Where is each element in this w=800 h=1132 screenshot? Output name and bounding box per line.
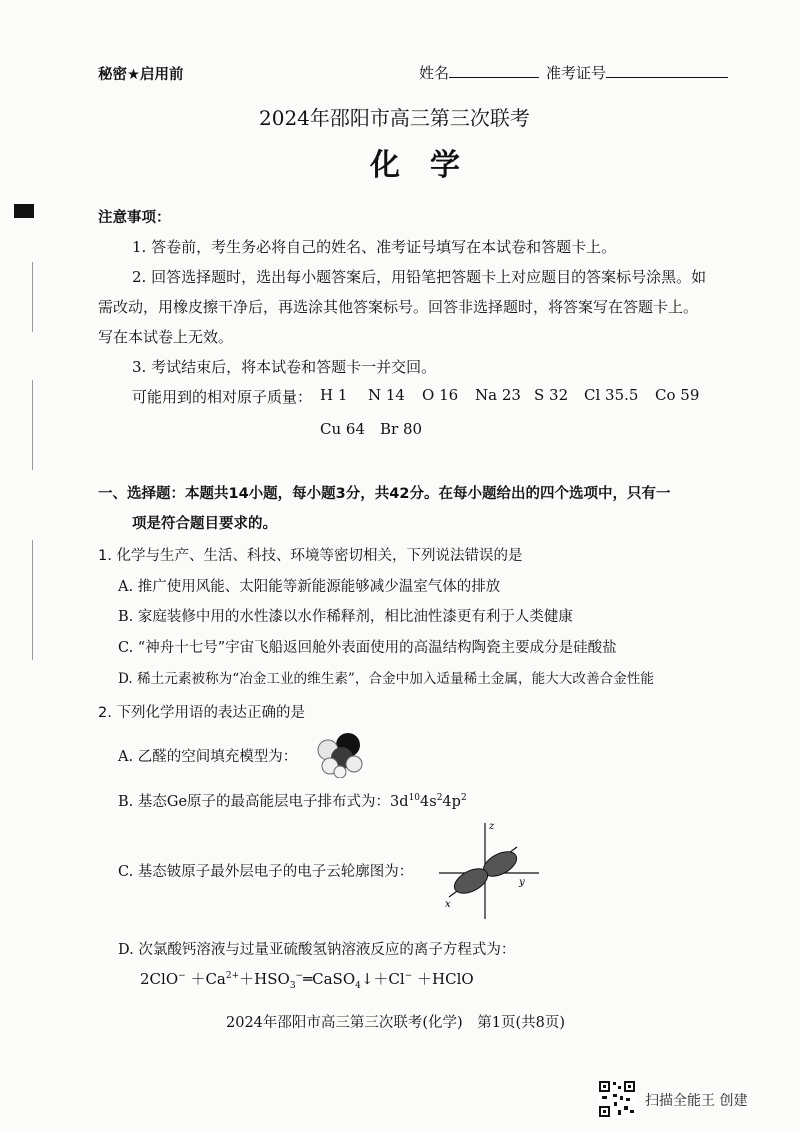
exam-number-field[interactable] xyxy=(546,62,728,83)
axis-z-label: z xyxy=(489,821,495,832)
atomic-mass-cl: Cl 35.5 xyxy=(584,386,639,404)
question-2-option-c: C. 基态铍原子最外层电子的电子云轮廓图为： xyxy=(118,864,414,880)
axis-y-label: y xyxy=(519,877,525,888)
question-2-option-a: A. 乙醛的空间填充模型为： xyxy=(118,749,298,765)
page-footer: 2024年邵阳市高三第三次联考(化学) 第1页(共8页) xyxy=(226,1015,565,1031)
question-1-option-c: C. “神舟十七号”宇宙飞船返回舱外表面使用的高温结构陶瓷主要成分是硅酸盐 xyxy=(118,640,617,656)
atomic-mass-s: S 32 xyxy=(534,386,569,404)
atomic-mass-cu: Cu 64 xyxy=(320,420,365,438)
notice-item-2: 2. 回答选择题时，选出每小题答案后，用铅笔把答题卡上对应题目的答案标号涂黑。如 xyxy=(132,268,707,286)
name-label: 姓名 xyxy=(419,64,450,82)
atomic-mass-label: 可能用到的相对原子质量： xyxy=(132,388,313,406)
notice-item-2-end: 写在本试卷上无效。 xyxy=(98,328,234,346)
name-field[interactable] xyxy=(419,62,539,83)
section-heading: 一、选择题：本题共14小题，每小题3分，共42分。在每小题给出的四个选项中，只有一 xyxy=(98,486,671,502)
notice-item-1: 1. 答卷前，考生务必将自己的姓名、准考证号填写在本试卷和答题卡上。 xyxy=(132,238,617,256)
exam-number-label: 准考证号 xyxy=(546,64,607,82)
p-orbital-diagram-icon xyxy=(435,815,545,923)
subject-title: 化 学 xyxy=(370,148,460,183)
margin-rule xyxy=(32,540,33,660)
atomic-mass-co: Co 59 xyxy=(655,386,700,404)
notice-item-3: 3. 考试结束后，将本试卷和答题卡一并交回。 xyxy=(132,358,437,376)
question-1-option-b: B. 家庭装修中用的水性漆以水作稀释剂，相比油性漆更有利于人类健康 xyxy=(118,609,573,625)
atomic-mass-na: Na 23 xyxy=(475,386,521,404)
question-2-option-b-text: B. 基态Ge原子的最高能层电子排布式为： xyxy=(118,794,391,810)
question-1-option-a: A. 推广使用风能、太阳能等新能源能够减少温室气体的排放 xyxy=(118,579,501,595)
confidential-label: 秘密★启用前 xyxy=(98,67,184,83)
notice-heading: 注意事项： xyxy=(98,210,171,226)
question-2-option-d: D. 次氯酸钙溶液与过量亚硫酸氢钠溶液反应的离子方程式为： xyxy=(118,942,516,958)
atomic-mass-o: O 16 xyxy=(422,386,459,404)
electron-config: $3d^{10}4s^24p^2$ xyxy=(390,793,467,810)
section-heading-cont: 项是符合题目要求的。 xyxy=(132,516,277,532)
question-2-option-b xyxy=(118,790,467,811)
notice-item-2-cont: 需改动，用橡皮擦干净后，再选涂其他答案标号。回答非选择题时，将答案写在答题卡上。 xyxy=(98,298,699,316)
margin-registration-mark xyxy=(14,204,34,218)
scanner-watermark: 扫描全能王 创建 xyxy=(645,1093,748,1109)
exam-title: 2024年邵阳市高三第三次联考 xyxy=(259,106,530,130)
atomic-mass-n: N 14 xyxy=(368,386,405,404)
question-1-option-d: D. 稀土元素被称为“冶金工业的维生素”，合金中加入适量稀土金属，能大大改善合金性能 xyxy=(118,671,654,687)
qr-code-icon xyxy=(598,1080,636,1118)
axis-x-label: x xyxy=(445,899,451,910)
question-1-stem: 1. 化学与生产、生活、科技、环境等密切相关，下列说法错误的是 xyxy=(98,548,523,564)
atomic-mass-br: Br 80 xyxy=(380,420,423,438)
margin-rule xyxy=(32,380,33,470)
question-2-stem: 2. 下列化学用语的表达正确的是 xyxy=(98,705,305,721)
ionic-equation: $2ClO^- +Ca^{2+}+HSO_3^-═CaSO_4↓+Cl^-$ ＋HClO xyxy=(140,970,474,991)
margin-rule xyxy=(32,262,33,332)
atomic-mass-h: H 1 xyxy=(320,386,348,404)
acetaldehyde-model-icon xyxy=(312,730,366,778)
